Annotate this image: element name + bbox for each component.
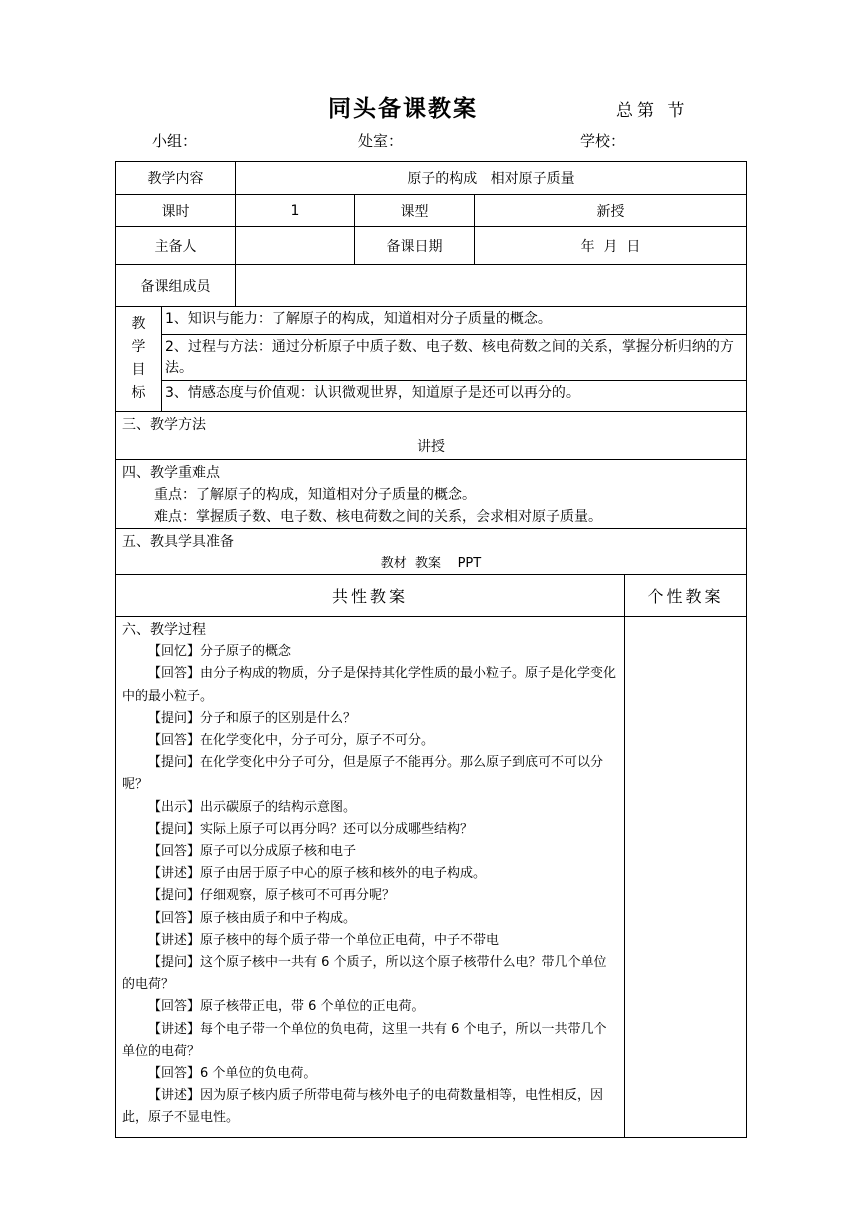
process-line: 【出示】出示碳原子的结构示意图。 xyxy=(148,799,357,815)
methods-row xyxy=(116,412,746,460)
members-row xyxy=(116,265,746,307)
materials-heading: 五、教具学具准备 xyxy=(122,534,234,550)
date-label: 备课日期 xyxy=(355,227,475,264)
process-line: 【回答】6 个单位的负电荷。 xyxy=(148,1066,317,1082)
content-row xyxy=(116,162,746,195)
objective-item: 1、知识与能力：了解原子的构成，知道相对分子质量的概念。 xyxy=(162,307,746,335)
methods-value: 讲授 xyxy=(417,439,445,455)
page-title: 同头备课教案 xyxy=(328,96,478,122)
process-line: 【提问】实际上原子可以再分吗？还可以分成哪些结构？ xyxy=(148,821,474,837)
objectives-label-char: 目 xyxy=(131,362,146,378)
office-label: 处室： xyxy=(358,132,404,150)
process-line: 【提问】分子和原子的区别是什么？ xyxy=(148,710,357,726)
keypoints-heading: 四、教学重难点 xyxy=(122,465,220,481)
process-line: 【回答】在化学变化中，分子可分，原子不可分。 xyxy=(148,733,435,749)
content-label: 教学内容 xyxy=(116,162,236,194)
keypoints-difficult: 难点：掌握质子数、电子数、核电荷数之间的关系，会求相对原子质量。 xyxy=(154,509,602,525)
materials-row xyxy=(116,529,746,575)
type-value: 新授 xyxy=(596,203,625,220)
hours-row xyxy=(116,195,746,227)
objectives-row xyxy=(116,307,746,412)
process-heading: 六、教学过程 xyxy=(122,622,206,638)
lead-label: 主备人 xyxy=(116,227,236,264)
materials-value: 教材 教案 PPT xyxy=(380,556,482,571)
keypoints-row xyxy=(116,460,746,529)
members-label: 备课组成员 xyxy=(116,265,236,306)
lead-row xyxy=(116,227,746,265)
methods-heading: 三、教学方法 xyxy=(122,417,206,433)
plan-header-row xyxy=(116,575,746,617)
process-line: 【回答】由分子构成的物质，分子是保持其化学性质的最小粒子。原子是化学变化中的最小粒子。 xyxy=(122,666,617,704)
lead-value xyxy=(236,227,355,264)
hours-value: 1 xyxy=(236,195,355,226)
total-section-label: 总第 节 xyxy=(616,101,689,121)
group-label: 小组： xyxy=(152,132,198,150)
process-line: 【回答】原子可以分成原子核和电子 xyxy=(148,844,357,860)
objectives-label xyxy=(116,307,162,411)
keypoints-key: 重点：了解原子的构成，知道相对分子质量的概念。 xyxy=(154,487,476,503)
process-row xyxy=(116,617,746,1137)
process-line: 【讲述】原子由居于原子中心的原子核和核外的电子构成。 xyxy=(148,866,487,882)
process-line: 【提问】仔细观察，原子核可不可再分呢？ xyxy=(148,888,396,904)
objectives-label-char: 学 xyxy=(131,339,146,355)
process-line: 【讲述】因为原子核内质子所带电荷与核外电子的电荷数量相等，电性相反，因此，原子不显电性。 xyxy=(122,1088,604,1126)
school-label: 学校： xyxy=(580,132,626,150)
objectives-label-char: 标 xyxy=(131,385,146,401)
type-label: 课型 xyxy=(355,195,475,226)
process-line: 【讲述】原子核中的每个质子带一个单位正电荷，中子不带电 xyxy=(148,932,500,948)
objectives-label-char: 教 xyxy=(131,316,146,332)
personal-plan-header: 个性教案 xyxy=(647,587,724,606)
process-line: 【提问】这个原子核中一共有 6 个质子，所以这个原子核带什么电？带几个单位的电荷？ xyxy=(122,955,607,993)
process-line: 【回忆】分子原子的概念 xyxy=(148,644,292,660)
process-body xyxy=(116,617,624,1132)
process-line: 【提问】在化学变化中分子可分，但是原子不能再分。那么原子到底可不可以分呢？ xyxy=(122,755,604,793)
lesson-plan-table xyxy=(115,161,747,1138)
process-line: 【回答】原子核由质子和中子构成。 xyxy=(148,910,357,926)
process-line: 【讲述】每个电子带一个单位的负电荷，这里一共有 6 个电子，所以一共带几个单位的电荷？ xyxy=(122,1021,607,1059)
personal-plan-cell xyxy=(625,617,746,1137)
process-line: 【回答】原子核带正电，带 6 个单位的正电荷。 xyxy=(148,999,425,1015)
objective-item: 2、过程与方法：通过分析原子中质子数、电子数、核电荷数之间的关系，掌握分析归纳的方法。 xyxy=(162,335,746,381)
objectives-list xyxy=(162,307,746,411)
members-value xyxy=(236,265,746,306)
common-plan-header: 共性教案 xyxy=(116,575,625,616)
objective-item: 3、情感态度与价值观：认识微观世界，知道原子是还可以再分的。 xyxy=(165,385,580,401)
hours-label: 课时 xyxy=(116,195,236,226)
date-value: 年 月 日 xyxy=(580,238,641,255)
content-value: 原子的构成 相对原子质量 xyxy=(407,171,575,187)
